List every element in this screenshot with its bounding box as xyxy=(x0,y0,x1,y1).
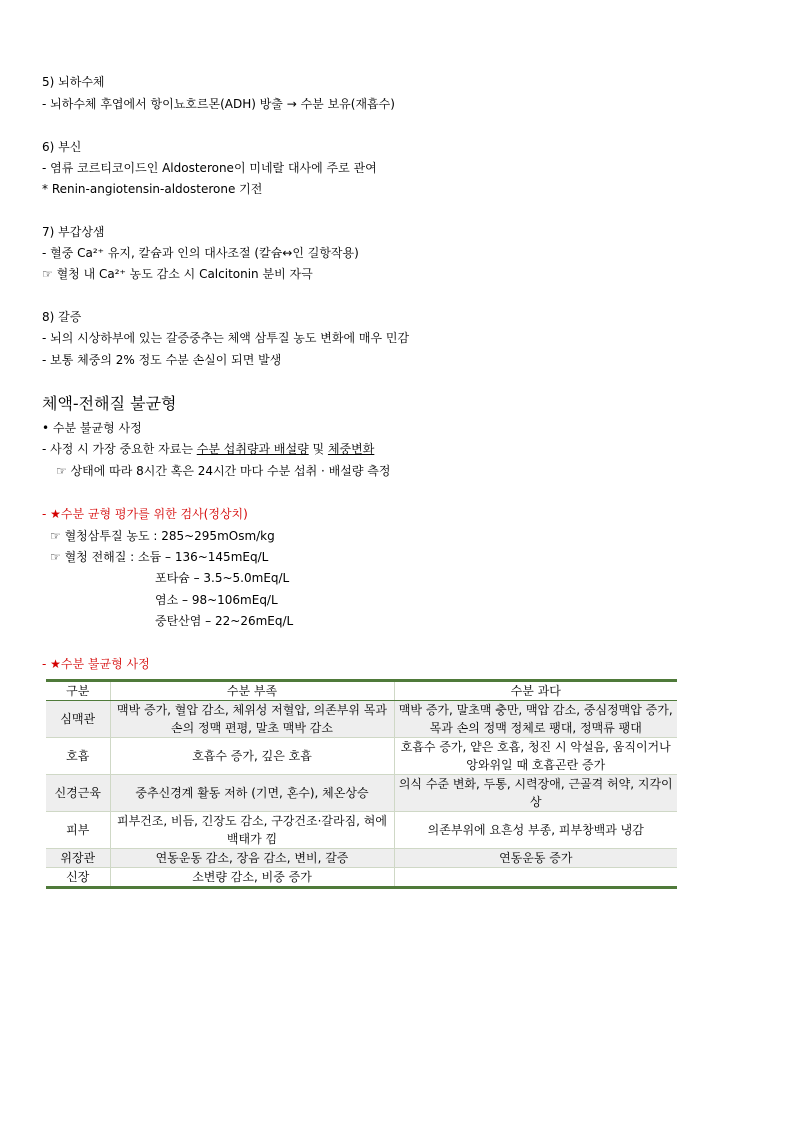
exam-osmolality: ☞ 혈청삼투질 농도 : 285~295mOsm/kg xyxy=(50,529,275,543)
exam-chloride: 염소 – 98~106mEq/L xyxy=(155,593,278,607)
key-data-prefix: - 사정 시 가장 중요한 자료는 xyxy=(42,442,197,456)
header-excess: 수분 과다 xyxy=(394,681,677,701)
section-measure-line: ☞ 상태에 따라 8시간 혹은 24시간 마다 수분 섭취 · 배설량 측정 xyxy=(56,464,391,478)
imbalance-table xyxy=(46,679,677,889)
table-row xyxy=(46,868,677,888)
section-8-title: 8) 갈증 xyxy=(42,310,82,324)
table-row xyxy=(46,701,677,738)
row-category: 호흡 xyxy=(46,738,110,775)
section-7-line-2: ☞ 혈청 내 Ca²⁺ 농도 감소 시 Calcitonin 분비 자극 xyxy=(42,267,313,281)
key-data-connector: 및 xyxy=(308,442,328,456)
section-6-line-2: * Renin-angiotensin-aldosterone 기전 xyxy=(42,182,263,196)
row-category: 신장 xyxy=(46,868,110,888)
table-row xyxy=(46,775,677,812)
section-bullet: • 수분 불균형 사정 xyxy=(42,421,142,435)
row-category: 신경근육 xyxy=(46,775,110,812)
section-key-data-line xyxy=(42,441,374,457)
table-row xyxy=(46,849,677,868)
header-deficit: 수분 부족 xyxy=(110,681,394,701)
key-data-weight-change: 체중변화 xyxy=(327,442,375,456)
row-deficit: 중추신경계 활동 저하 (기면, 혼수), 체온상승 xyxy=(110,775,394,812)
exam-potassium: 포타슘 – 3.5~5.0mEq/L xyxy=(155,571,290,585)
row-deficit: 피부건조, 비듬, 긴장도 감소, 구강건조·갈라짐, 혀에 백태가 낌 xyxy=(110,812,394,849)
row-excess: 연동운동 증가 xyxy=(394,849,677,868)
row-excess: 의식 수준 변화, 두통, 시력장애, 근골격 허약, 지각이상 xyxy=(394,775,677,812)
row-excess: 의존부위에 요흔성 부종, 피부창백과 냉감 xyxy=(394,812,677,849)
exam-bicarbonate: 중탄산염 – 22~26mEq/L xyxy=(155,614,294,628)
section-5-title: 5) 뇌하수체 xyxy=(42,75,105,89)
row-category: 피부 xyxy=(46,812,110,849)
row-category: 심맥관 xyxy=(46,701,110,738)
table-row xyxy=(46,738,677,775)
table-row xyxy=(46,812,677,849)
row-deficit: 맥박 증가, 혈압 감소, 체위성 저혈압, 의존부위 목과 손의 정맥 편평, 말초 맥박 감소 xyxy=(110,701,394,738)
header-category: 구분 xyxy=(46,681,110,701)
section-5-line-1: - 뇌하수체 후엽에서 항이뇨호르몬(ADH) 방출 → 수분 보유(재흡수) xyxy=(42,97,395,111)
section-heading: 체액-전해질 불균형 xyxy=(42,394,177,413)
section-8-line-1: - 뇌의 시상하부에 있는 갈증중추는 체액 삼투질 농도 변화에 매우 민감 xyxy=(42,331,410,345)
row-deficit: 호흡수 증가, 깊은 호흡 xyxy=(110,738,394,775)
table-header-row xyxy=(46,681,677,701)
row-deficit: 연동운동 감소, 장음 감소, 변비, 갈증 xyxy=(110,849,394,868)
imbalance-heading: - ★수분 불균형 사정 xyxy=(42,657,150,671)
row-category: 위장관 xyxy=(46,849,110,868)
section-7-title: 7) 부갑상샘 xyxy=(42,225,105,239)
key-data-intake-output: 수분 섭취량과 배설량 xyxy=(196,442,309,456)
row-deficit: 소변량 감소, 비중 증가 xyxy=(110,868,394,888)
section-6-title: 6) 부신 xyxy=(42,140,82,154)
section-6-line-1: - 염류 코르티코이드인 Aldosterone이 미네랄 대사에 주로 관여 xyxy=(42,161,377,175)
section-8-line-2: - 보통 체중의 2% 정도 수분 손실이 되면 발생 xyxy=(42,353,282,367)
row-excess: 호흡수 증가, 얕은 호흡, 청진 시 악설음, 움직이거나 앙와위일 때 호흡곤란 증가 xyxy=(394,738,677,775)
exam-sodium: ☞ 혈청 전해질 : 소듐 – 136~145mEq/L xyxy=(50,550,269,564)
row-excess: 맥박 증가, 말초맥 충만, 맥압 감소, 중심정맥압 증가, 목과 손의 정맥 정체로 팽대, 정맥류 팽대 xyxy=(394,701,677,738)
exam-heading: - ★수분 균형 평가를 위한 검사(정상치) xyxy=(42,507,248,521)
row-excess xyxy=(394,868,677,888)
section-7-line-1: - 혈중 Ca²⁺ 유지, 칼슘과 인의 대사조절 (칼슘↔인 길항작용) xyxy=(42,246,359,260)
